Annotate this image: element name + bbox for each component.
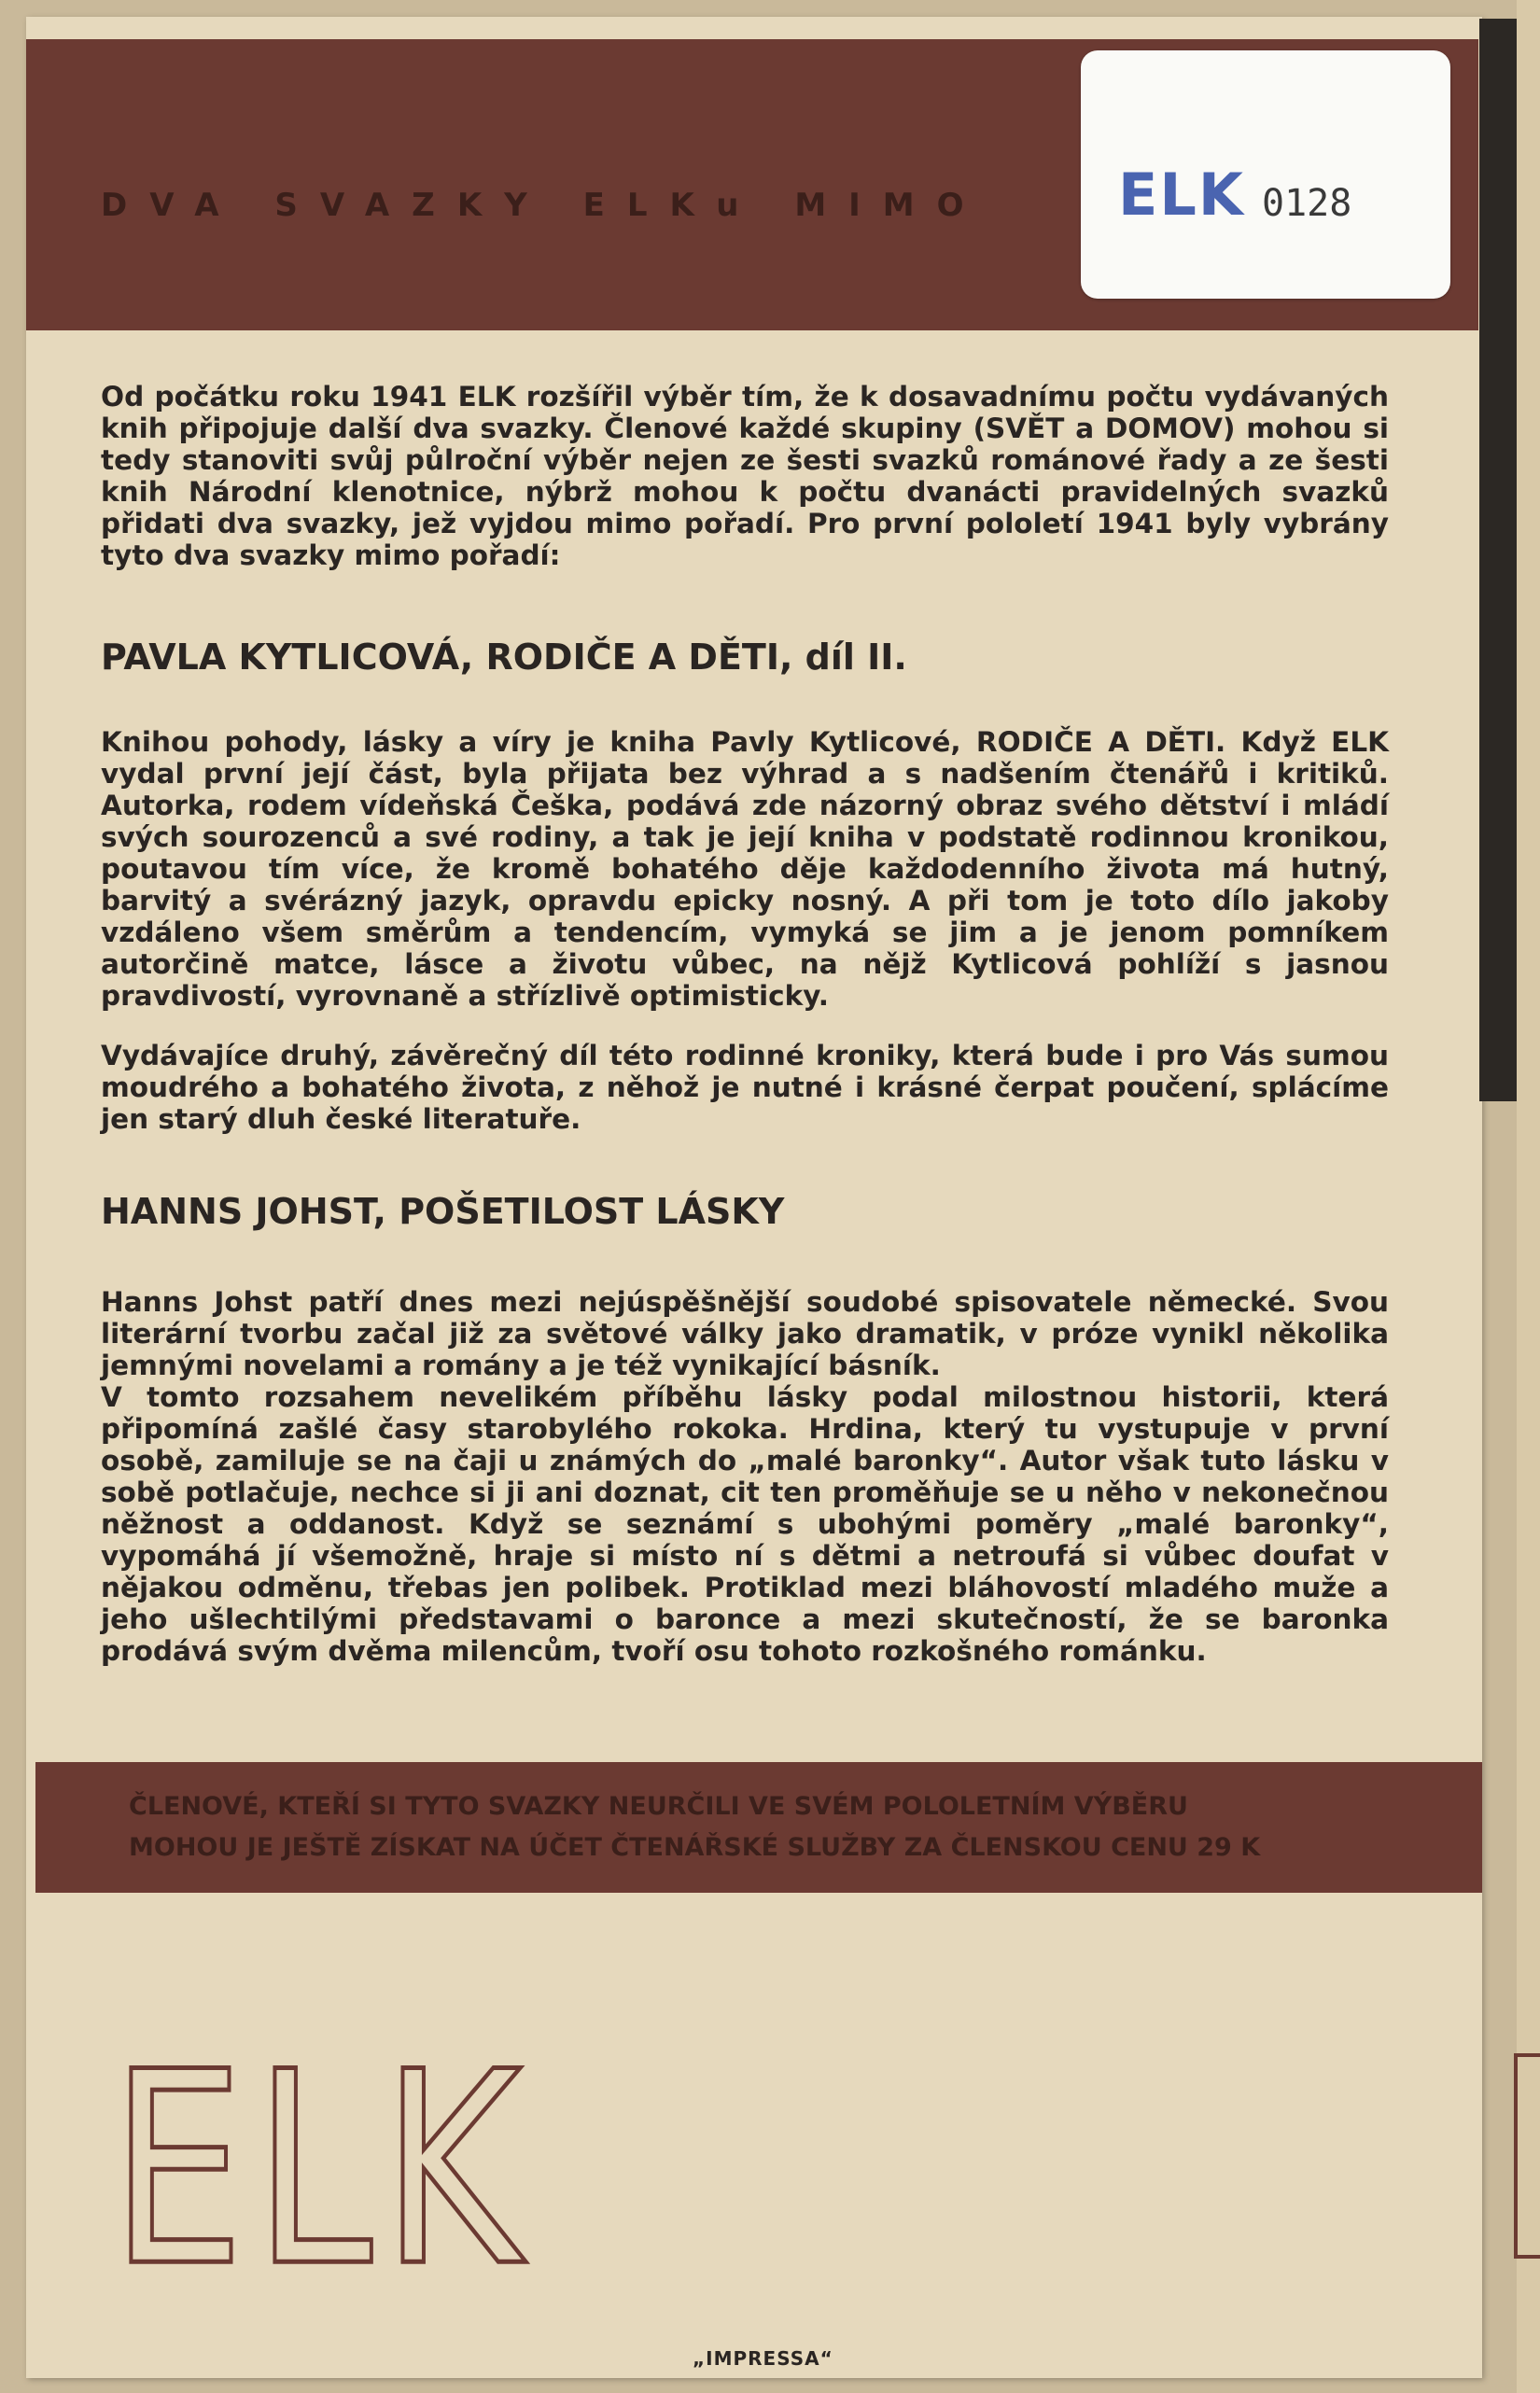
edge-letter-fragment <box>1514 2053 1540 2259</box>
band-title: DVA SVAZKY ELKu MIMO <box>101 187 987 224</box>
bottom-band-line-2: MOHOU JE JEŠTĚ ZÍSKAT NA ÚČET ČTENÁŘSKÉ SLUŽBY ZA ČLENSKOU CENU 29 K <box>129 1833 1261 1862</box>
elk-logo: ELK <box>110 2014 531 2325</box>
book2-paragraph-1: Hanns Johst patří dnes mezi nejúspěšnější soudobé spisovatele německé. Svou literární tvorbu začal již za světové války jako dramatik, v próze vynikl několika jemnými novelami a romány a je též vynikající básník. <box>101 1286 1389 1381</box>
bottom-band-line-1: ČLENOVÉ, KTEŘÍ SI TYTO SVAZKY NEURČILI VE SVÉM POLOLETNÍM VÝBĚRU <box>129 1792 1188 1821</box>
book2-heading: HANNS JOHST, POŠETILOST LÁSKY <box>101 1191 785 1232</box>
back-edge <box>1517 0 1540 2393</box>
book1-heading: PAVLA KYTLICOVÁ, RODIČE A DĚTI, díl II. <box>101 637 907 678</box>
printer-imprint: „IMPRESSA“ <box>693 2347 833 2370</box>
book2-paragraph-2: V tomto rozsahem nevelikém příběhu lásky podal milostnou historii, která připomíná zašlé časy starobylého rokoka. Hrdina, který tu vystupuje v první osobě, zamiluje se na čaji u známých do „malé baronky“. Autor však tuto lásku v sobě potlačuje, nechce si ji ani doznat, cit ten proměňuje se u něho v nekonečnou něžnost a oddanost. Když se seznámí s ubohými poměry „malé baronky“, vypomáhá jí všemožně, hraje si místo ní s dětmi a netroufá si vůbec doufat v nějakou odměnu, třebas jen polibek. Protiklad mezi bláhovostí mladého muže a jeho ušlechtilými představami o baronce a mezi skutečností, že se baronka prodává svým dvěma milencům, tvoří osu tohoto rozkošného románku. <box>101 1381 1389 1667</box>
bottom-band <box>35 1762 1482 1893</box>
spine-edge <box>1479 19 1517 1101</box>
sticker-number: 0128 <box>1262 182 1352 225</box>
sticker-stamp: ELK <box>1118 161 1245 229</box>
book1-paragraph-2: Vydávajíce druhý, závěrečný díl této rodinné kroniky, která bude i pro Vás sumou moudrého a bohatého života, z něhož je nutné i krásné čerpat poučení, splácíme jen starý dluh české literatuře. <box>101 1040 1389 1135</box>
intro-paragraph: Od počátku roku 1941 ELK rozšířil výběr tím, že k dosavadnímu počtu vydávaných knih připojuje další dva svazky. Členové každé skupiny (SVĚT a DOMOV) mohou si tedy stanoviti svůj půlroční výběr nejen ze šesti svazků románové řady a ze šesti knih Národní klenotnice, nýbrž mohou k počtu dvanácti pravidelných svazků přidati dva svazky, jež vyjdou mimo pořadí. Pro první pololetí 1941 byly vybrány tyto dva svazky mimo pořadí: <box>101 381 1389 571</box>
book1-paragraph-1: Knihou pohody, lásky a víry je kniha Pavly Kytlicové, RODIČE A DĚTI. Když ELK vydal první její část, byla přijata bez výhrad a s nadšením čtenářů i kritiků. Autorka, rodem vídeňská Češka, podává zde názorný obraz svého dětství i mládí svých sourozenců a své rodiny, a tak je její kniha v podstatě rodinnou kronikou, poutavou tím více, že kromě bohatého děje každodenního života má hutný, barvitý a svérázný jazyk, opravdu epicky nosný. A při tom je toto dílo jakoby vzdáleno všem směrům a tendencím, vymyká se jim a je jenom pomníkem autorčině matce, lásce a životu vůbec, na nějž Kytlicová pohlíží s jasnou pravdivostí, vyrovnaně a střízlivě optimisticky. <box>101 726 1389 1012</box>
